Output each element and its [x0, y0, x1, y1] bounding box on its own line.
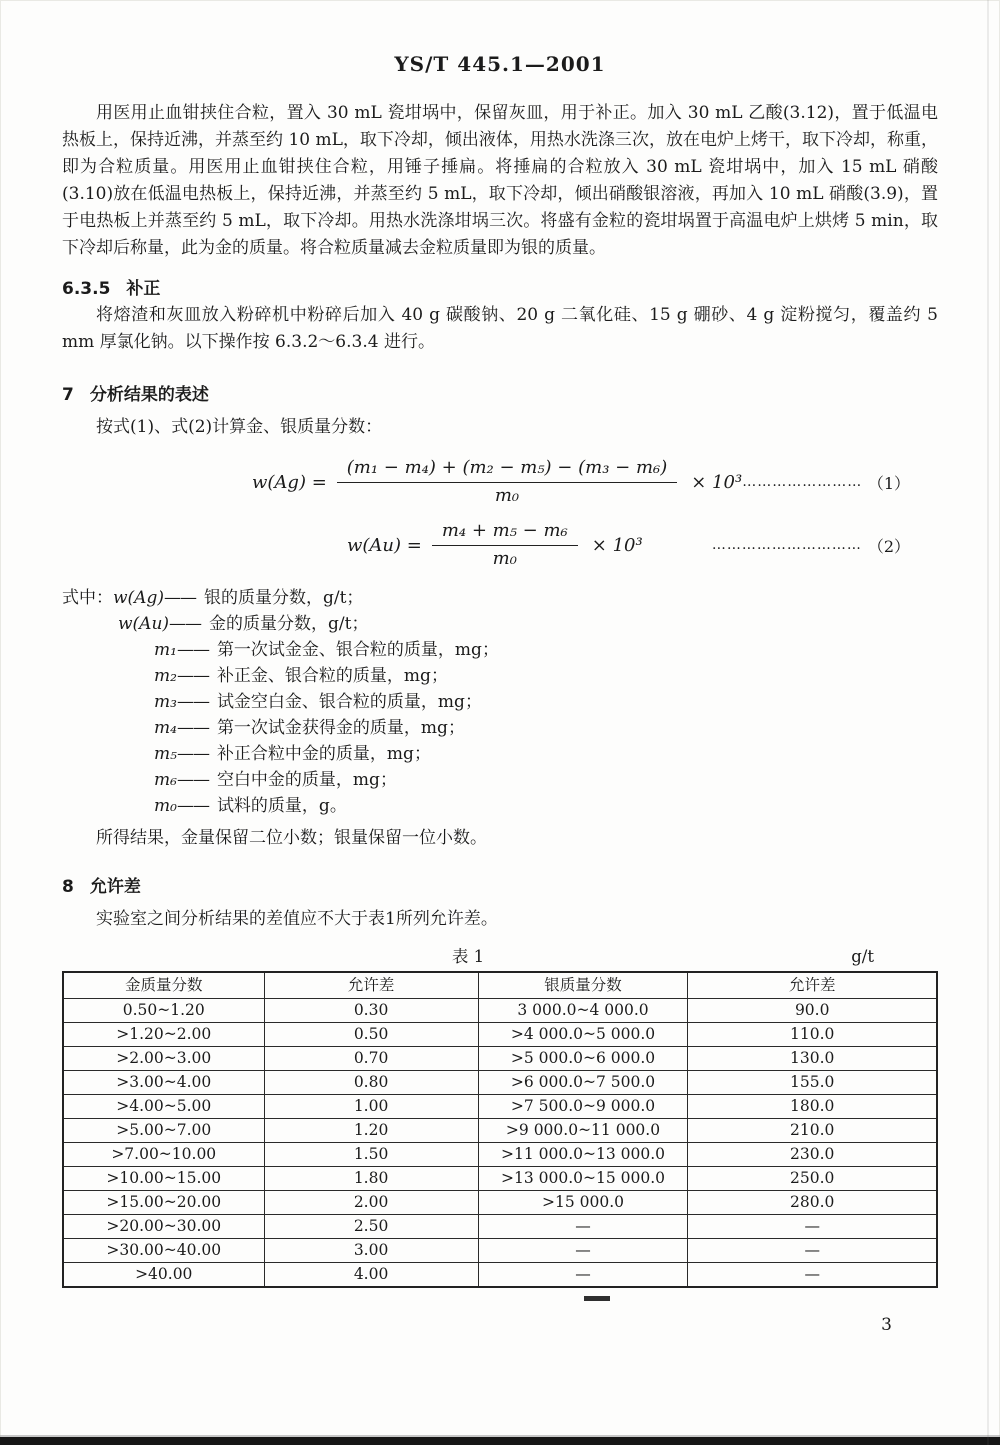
- dots-leader: …………………………: [711, 537, 862, 553]
- table-cell: >30.00~40.00: [63, 1239, 264, 1263]
- formula-number-label: （1）: [867, 473, 910, 493]
- formula-multiplier: × 10³: [691, 471, 743, 493]
- table-row: [63, 1119, 937, 1143]
- definition-dash: ——: [176, 692, 209, 712]
- table-row: [63, 1071, 937, 1095]
- document-code-header: YS/T 445.1—2001: [394, 52, 606, 76]
- definition-line: [62, 611, 938, 637]
- formula-1: [62, 453, 938, 511]
- table-row: [63, 1215, 937, 1239]
- table-cell: >7.00~10.00: [63, 1143, 264, 1167]
- table-cell: 2.50: [264, 1215, 478, 1239]
- table-cell: 3 000.0~4 000.0: [478, 999, 688, 1023]
- table-header-cell: 金质量分数: [63, 972, 264, 999]
- table-row: [63, 999, 937, 1023]
- table-row: [63, 1167, 937, 1191]
- definition-term: m₂: [154, 666, 177, 686]
- dots-leader: ……………………: [742, 474, 862, 490]
- table-cell: 0.30: [264, 999, 478, 1023]
- table-cell: >9 000.0~11 000.0: [478, 1119, 688, 1143]
- section-heading-7: [62, 380, 938, 404]
- table-cell: 0.70: [264, 1047, 478, 1071]
- formula-lhs: w(Ag) =: [252, 471, 327, 493]
- table-cell: 280.0: [688, 1191, 937, 1215]
- table-cell: >4.00~5.00: [63, 1095, 264, 1119]
- tolerance-table: [62, 971, 938, 1288]
- definition-line: [62, 585, 938, 611]
- table-cell: —: [688, 1215, 937, 1239]
- table-cell: >2.00~3.00: [63, 1047, 264, 1071]
- definition-line: [62, 741, 938, 767]
- table-cell: 110.0: [688, 1023, 937, 1047]
- fraction-denominator: m₀: [492, 548, 517, 569]
- definition-description: 银的质量分数，g/t；: [203, 588, 364, 608]
- table-row: [63, 1263, 937, 1288]
- table-cell: >5.00~7.00: [63, 1119, 264, 1143]
- table-cell: 1.80: [264, 1167, 478, 1191]
- definition-description: 试料的质量，g。: [216, 796, 347, 816]
- definition-line: [62, 793, 938, 819]
- table-header-cell: 允许差: [688, 972, 937, 999]
- section-heading-6-3-5: [62, 274, 938, 298]
- table-cell: >3.00~4.00: [63, 1071, 264, 1095]
- table-row: [63, 1143, 937, 1167]
- definition-term: m₀: [154, 796, 177, 816]
- definition-dash: ——: [176, 796, 209, 816]
- table-cell: >11 000.0~13 000.0: [478, 1143, 688, 1167]
- definition-term: w(Ag): [113, 588, 164, 608]
- table-unit: g/t: [851, 947, 874, 966]
- table-cell: >40.00: [63, 1263, 264, 1288]
- table-cell: >6 000.0~7 500.0: [478, 1071, 688, 1095]
- table-header-cell: 银质量分数: [478, 972, 688, 999]
- section-number: 8: [62, 877, 74, 897]
- table-header-row: [63, 972, 937, 999]
- table-row: [63, 1023, 937, 1047]
- page-number: 3: [881, 1315, 892, 1335]
- table-cell: 230.0: [688, 1143, 937, 1167]
- definition-dash: ——: [163, 588, 196, 608]
- section-number: 7: [62, 385, 74, 405]
- result-rounding-note: 所得结果，金量保留二位小数；银量保留一位小数。: [96, 828, 487, 848]
- table-row: [63, 1047, 937, 1071]
- definition-dash: ——: [176, 744, 209, 764]
- fraction-numerator: (m₁ − m₄) + (m₂ − m₅) − (m₃ − m₆): [337, 457, 677, 484]
- table-cell: 3.00: [264, 1239, 478, 1263]
- table-cell: 155.0: [688, 1071, 937, 1095]
- fraction: [337, 457, 677, 508]
- table-cell: 180.0: [688, 1095, 937, 1119]
- table-cell: 0.50: [264, 1023, 478, 1047]
- table-caption-row: [62, 943, 938, 967]
- table-cell: >13 000.0~15 000.0: [478, 1167, 688, 1191]
- fraction-numerator: m₄ + m₅ − m₆: [432, 520, 578, 547]
- definition-description: 第一次试金金、银合粒的质量，mg；: [216, 640, 499, 660]
- table-cell: >4 000.0~5 000.0: [478, 1023, 688, 1047]
- table-cell: —: [478, 1239, 688, 1263]
- definition-term: m₃: [154, 692, 177, 712]
- table-row: [63, 1191, 937, 1215]
- table-caption: 表 1: [451, 947, 485, 966]
- table-cell: 210.0: [688, 1119, 937, 1143]
- definition-line: [62, 663, 938, 689]
- table-cell: 90.0: [688, 999, 937, 1023]
- table-cell: 0.80: [264, 1071, 478, 1095]
- definition-line: [62, 767, 938, 793]
- definition-dash: ——: [176, 770, 209, 790]
- formula-2: [62, 519, 938, 571]
- definition-description: 金的质量分数，g/t；: [209, 614, 369, 634]
- scan-edge-right-line: [987, 0, 989, 1445]
- definition-dash: ——: [176, 640, 209, 660]
- section-title: 补正: [126, 279, 161, 299]
- table-cell: >20.00~30.00: [63, 1215, 264, 1239]
- table-cell: 2.00: [264, 1191, 478, 1215]
- definition-dash: ——: [176, 718, 209, 738]
- definition-line: [62, 689, 938, 715]
- formula-multiplier: × 10³: [591, 534, 643, 556]
- definition-description: 空白中金的质量，mg；: [216, 770, 397, 790]
- table-header-cell: 允许差: [264, 972, 478, 999]
- table-cell: —: [688, 1263, 937, 1288]
- definition-dash: ——: [176, 666, 209, 686]
- table-cell: 1.00: [264, 1095, 478, 1119]
- definition-term: m₁: [154, 640, 177, 660]
- section-heading-8: [62, 872, 938, 896]
- table-row: [63, 1095, 937, 1119]
- table-row: [63, 1239, 937, 1263]
- table-cell: 0.50~1.20: [63, 999, 264, 1023]
- paragraph-8-body: 实验室之间分析结果的差值应不大于表1所列允许差。: [96, 909, 498, 929]
- definition-description: 试金空白金、银合粒的质量，mg；: [216, 692, 482, 712]
- table-cell: —: [478, 1215, 688, 1239]
- paragraph-procedure: 用医用止血钳挟住合粒，置入 30 mL 瓷坩埚中，保留灰皿，用于补正。加入 30 mL 乙酸(3.12)，置于低温电热板上，保持近沸，并蒸至约 10 mL，取下冷却，倾出液体，用热水洗涤三次，放在电炉上烤干，取下冷却，称重，即为合粒质量。用医用止血钳挟住合粒，用锤子捶扁。将捶扁的合粒放入 30 mL 瓷坩埚中，加入 15 mL 硝酸(3.10)放在低温电热板上，保持近沸，并蒸至约 5 mL，取下冷却，倾出硝酸银溶液，再加入 10 mL 硝酸(3.9)，置于电热板上并蒸至约 5 mL，取下冷却。用热水洗涤坩埚三次。将盛有金粒的瓷坩埚置于高温电炉上烘烤 5 min，取下冷却后称量，此为金的质量。将合粒质量减去金粒质量即为银的质量。: [62, 103, 938, 258]
- paragraph-6-3-5-body: 将熔渣和灰皿放入粉碎机中粉碎后加入 40 g 碳酸钠、20 g 二氧化硅、15 g 硼砂、4 g 淀粉搅匀，覆盖约 5 mm 厚氯化钠。以下操作按 6.3.2～6.3.4 进行。: [62, 305, 938, 352]
- table-body: [63, 999, 937, 1288]
- definition-term: m₅: [154, 744, 177, 764]
- table-cell: >15 000.0: [478, 1191, 688, 1215]
- definition-description: 第一次试金获得金的质量，mg；: [216, 718, 465, 738]
- fraction: [432, 520, 578, 571]
- definition-line: [62, 715, 938, 741]
- table-cell: 1.20: [264, 1119, 478, 1143]
- fraction-denominator: m₀: [494, 485, 520, 506]
- definitions-prefix: 式中：: [62, 588, 113, 608]
- section-title: 分析结果的表述: [89, 385, 209, 405]
- definition-term: w(Au): [118, 614, 170, 634]
- definition-description: 补正合粒中金的质量，mg；: [216, 744, 431, 764]
- table-cell: —: [478, 1263, 688, 1288]
- definition-description: 补正金、银合粒的质量，mg；: [216, 666, 448, 686]
- scan-edge-bottom-bar: [0, 1437, 1000, 1445]
- table-cell: >1.20~2.00: [63, 1023, 264, 1047]
- table-cell: >15.00~20.00: [63, 1191, 264, 1215]
- formula-lhs: w(Au) =: [347, 534, 422, 556]
- table-cell: —: [688, 1239, 937, 1263]
- table-cell: >7 500.0~9 000.0: [478, 1095, 688, 1119]
- formula-number-label: （2）: [867, 536, 910, 556]
- table-cell: 250.0: [688, 1167, 937, 1191]
- section-number: 6.3.5: [62, 279, 111, 299]
- table-cell: >10.00~15.00: [63, 1167, 264, 1191]
- table-cell: 130.0: [688, 1047, 937, 1071]
- definition-term: m₄: [154, 718, 177, 738]
- table-cell: 4.00: [264, 1263, 478, 1288]
- symbol-definitions-block: [62, 585, 938, 819]
- table-cell: 1.50: [264, 1143, 478, 1167]
- scan-artifact-mark: [584, 1296, 610, 1301]
- table-cell: >5 000.0~6 000.0: [478, 1047, 688, 1071]
- formula-intro-text: 按式(1)、式(2)计算金、银质量分数：: [96, 417, 383, 437]
- definition-term: m₆: [154, 770, 177, 790]
- definition-line: [62, 637, 938, 663]
- definition-dash: ——: [169, 614, 202, 634]
- section-title: 允许差: [89, 877, 141, 897]
